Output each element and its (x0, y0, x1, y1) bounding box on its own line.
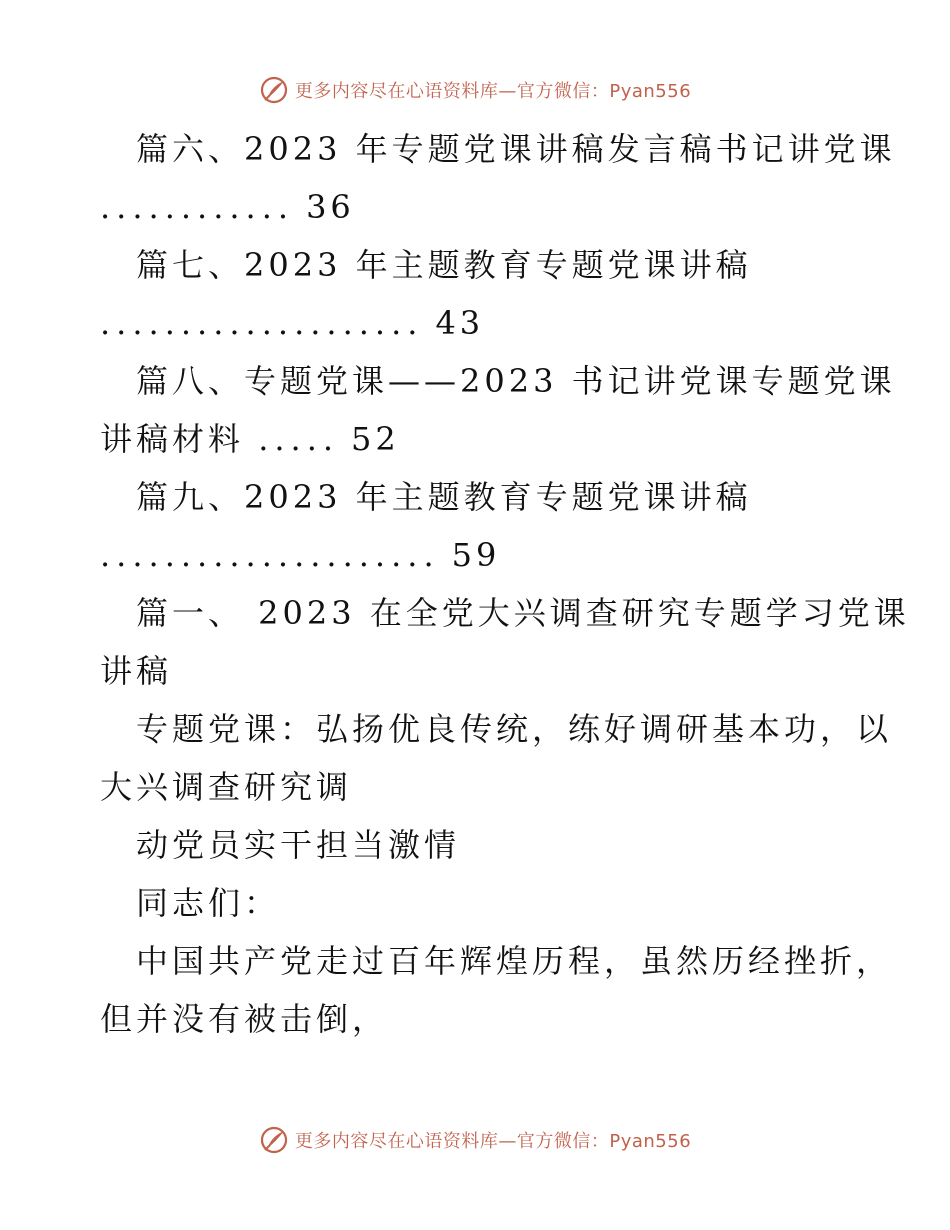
watermark-text: 更多内容尽在心语资料库—官方微信：Pyan556 (294, 81, 692, 102)
text-line: 大兴调查研究调 (100, 768, 353, 806)
watermark-text: 更多内容尽在心语资料库—官方微信：Pyan556 (294, 1131, 692, 1152)
toc-page-number: 36 (306, 188, 355, 226)
text-line: 专题党课：弘扬优良传统，练好调研基本功，以 (136, 710, 893, 748)
toc-page-number: 43 (435, 304, 485, 342)
toc-leader-dots: ..... (258, 420, 340, 458)
text-line: 中国共产党走过百年辉煌历程，虽然历经挫折， (136, 942, 893, 980)
toc-leader-dots: .................... (100, 304, 424, 342)
toc-entry-line (100, 526, 860, 584)
footer-watermark (0, 1120, 950, 1160)
text-line: 篇六、2023 年专题党课讲稿发言稿书记讲党课 (136, 130, 896, 168)
text-line: 篇八、专题党课——2023 书记讲党课专题党课 (136, 362, 896, 400)
toc-entry-line (100, 410, 860, 468)
text-line: 篇七、2023 年主题教育专题党课讲稿 (136, 246, 752, 284)
toc-entry-line (100, 294, 860, 352)
text-line: 讲稿 (100, 652, 173, 690)
quill-logo-icon (259, 1125, 289, 1155)
document-body (100, 120, 910, 1048)
text-line: 动党员实干担当激情 (136, 826, 461, 864)
watermark-group (259, 75, 691, 105)
toc-leader-dots: ..................... (100, 536, 440, 574)
toc-page-number: 52 (351, 420, 400, 458)
header-watermark (0, 70, 950, 110)
text-line: 篇一、 2023 在全党大兴调查研究专题学习党课 (136, 594, 910, 632)
toc-entry-line (100, 178, 860, 236)
toc-leader-dots: ............ (100, 188, 295, 226)
watermark-group (259, 1125, 691, 1155)
toc-page-number: 59 (451, 536, 501, 574)
text-line: 篇九、2023 年主题教育专题党课讲稿 (136, 478, 752, 516)
quill-logo-icon (259, 75, 289, 105)
toc-title-continuation: 讲稿材料 (100, 420, 259, 458)
text-line: 同志们： (136, 884, 281, 922)
text-line: 但并没有被击倒， (100, 1000, 389, 1038)
